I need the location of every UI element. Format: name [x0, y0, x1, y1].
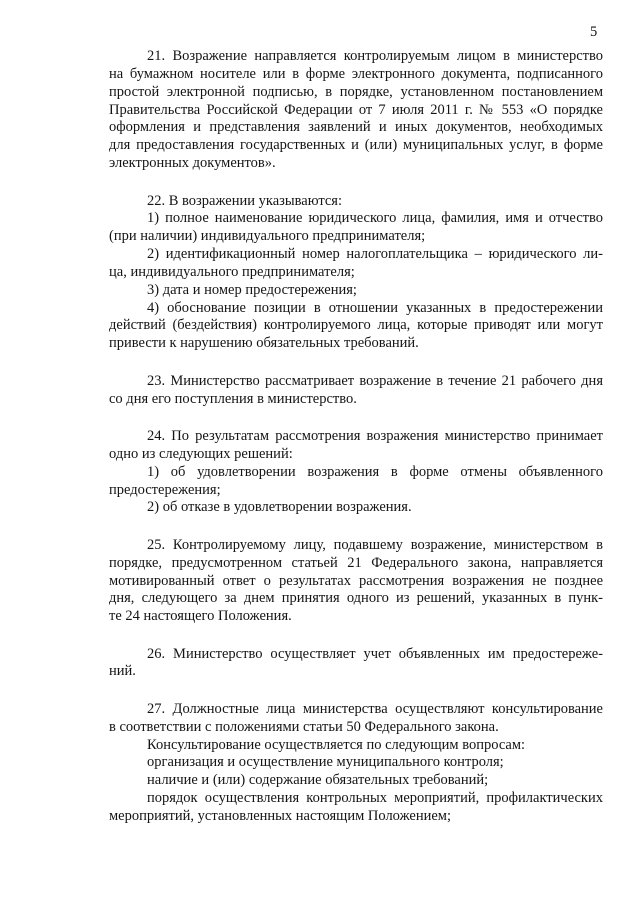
text-line: 2) об отказе в удовлетворении возражения. — [147, 499, 412, 515]
text-line: 3) дата и номер предостережения; — [147, 282, 357, 298]
text-line: 25. Контролируемому лицу, подавшему возражение, министерством в — [147, 537, 603, 553]
text-line: 21. Возражение направляется контролируемым лицом в министерство — [147, 48, 603, 64]
text-line: 23. Министерство рассматривает возражение в течение 21 рабочего дня — [147, 373, 603, 389]
text-line: 4) обоснование позиции в отношении указанных в предостережении — [147, 300, 603, 316]
page-number: 5 — [590, 24, 598, 40]
text-line: Консультирование осуществляется по следующим вопросам: — [147, 737, 526, 753]
text-line: мероприятий, установленных настоящим Положением; — [109, 808, 451, 824]
text-line: одно из следующих решений: — [109, 446, 293, 462]
text-line: ца, индивидуального предпринимателя; — [109, 264, 355, 280]
text-line: предостережения; — [109, 482, 221, 498]
text-line: привести к нарушению обязательных требований. — [109, 335, 419, 351]
text-line: порядок осуществления контрольных мероприятий, профилактических — [147, 790, 603, 806]
text-line: 24. По результатам рассмотрения возражения министерство принимает — [147, 428, 603, 444]
text-line: со дня его поступления в министерство. — [109, 391, 357, 407]
text-line: 27. Должностные лица министерства осуществляют консультирование — [147, 701, 603, 717]
text-line: 2) идентификационный номер налогоплательщика – юридического ли- — [147, 246, 603, 262]
text-line: для предоставления государственных и (или) муниципальных услуг, в форме — [109, 137, 603, 153]
text-line: ний. — [109, 663, 136, 679]
text-line: 26. Министерство осуществляет учет объявленных им предостереже- — [147, 646, 603, 662]
text-line: простой электронной подписью, в порядке, установленном постановлением — [109, 84, 603, 100]
text-line: оформления и представления заявлений и иных документов, необходимых — [109, 119, 603, 135]
text-line: 1) об удовлетворении возражения в форме отмены объявленного — [147, 464, 603, 480]
text-line: мотивированный ответ о результатах рассмотрения возражения не позднее — [109, 573, 603, 589]
text-line: порядке, предусмотренном статьей 21 Федерального закона, направляется — [109, 555, 603, 571]
text-line: организация и осуществление муниципального контроля; — [147, 754, 504, 770]
text-line: те 24 настоящего Положения. — [109, 608, 292, 624]
text-line: 1) полное наименование юридического лица, фамилия, имя и отчество — [147, 210, 603, 226]
text-line: Правительства Российской Федерации от 7 июля 2011 г. № 553 «О порядке — [109, 102, 603, 118]
text-line: на бумажном носителе или в форме электронного документа, подписанного — [109, 66, 603, 82]
text-line: (при наличии) индивидуального предпринимателя; — [109, 228, 426, 244]
text-line: в соответствии с положениями статьи 50 Федерального закона. — [109, 719, 499, 735]
text-line: дня, следующего за днем принятия одного из решений, указанных в пунк- — [109, 590, 603, 606]
text-line: наличие и (или) содержание обязательных требований; — [147, 772, 489, 788]
text-line: 22. В возражении указываются: — [147, 193, 342, 209]
text-line: действий (бездействия) контролируемого лица, которые приводят или могут — [109, 317, 603, 333]
text-line: электронных документов». — [109, 155, 276, 171]
